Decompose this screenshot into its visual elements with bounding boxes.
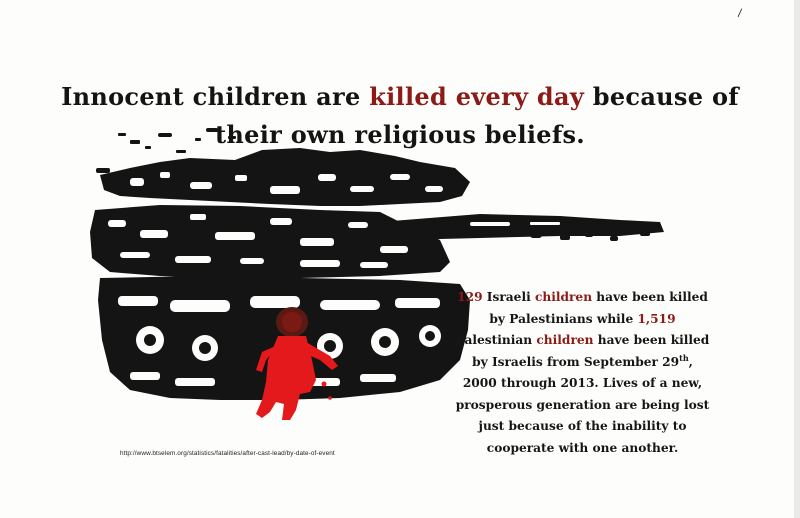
stat-text-5: , 2000 through 2013. Lives of a new, prosperous generation are being lost just because of the inability to cooperate with one another.	[455, 354, 710, 455]
israeli-count: 129	[457, 290, 483, 304]
statistic-paragraph	[455, 287, 710, 459]
children-word-2: children	[536, 333, 594, 347]
children-word-1: children	[534, 290, 593, 304]
palestinian-count: 1,519	[637, 311, 676, 326]
stat-text-2: have been killed by Palestinians while	[489, 290, 708, 326]
headline-part-1: Innocent children are	[61, 82, 370, 111]
stat-text-4: have been killed by Israelis from September 29	[472, 333, 710, 369]
stat-text-3: Palestinian	[455, 333, 537, 347]
ordinal-suffix: th	[679, 352, 689, 363]
corner-mark-icon: \	[733, 6, 746, 20]
headline	[60, 78, 740, 154]
stat-text-1: Israeli	[482, 290, 535, 304]
source-url: http://www.btselem.org/statistics/fatalities/after-cast-lead/by-date-of-event	[120, 450, 335, 457]
headline-part-2: because of their own religious beliefs.	[215, 82, 739, 149]
headline-highlight: killed every day	[369, 82, 585, 111]
